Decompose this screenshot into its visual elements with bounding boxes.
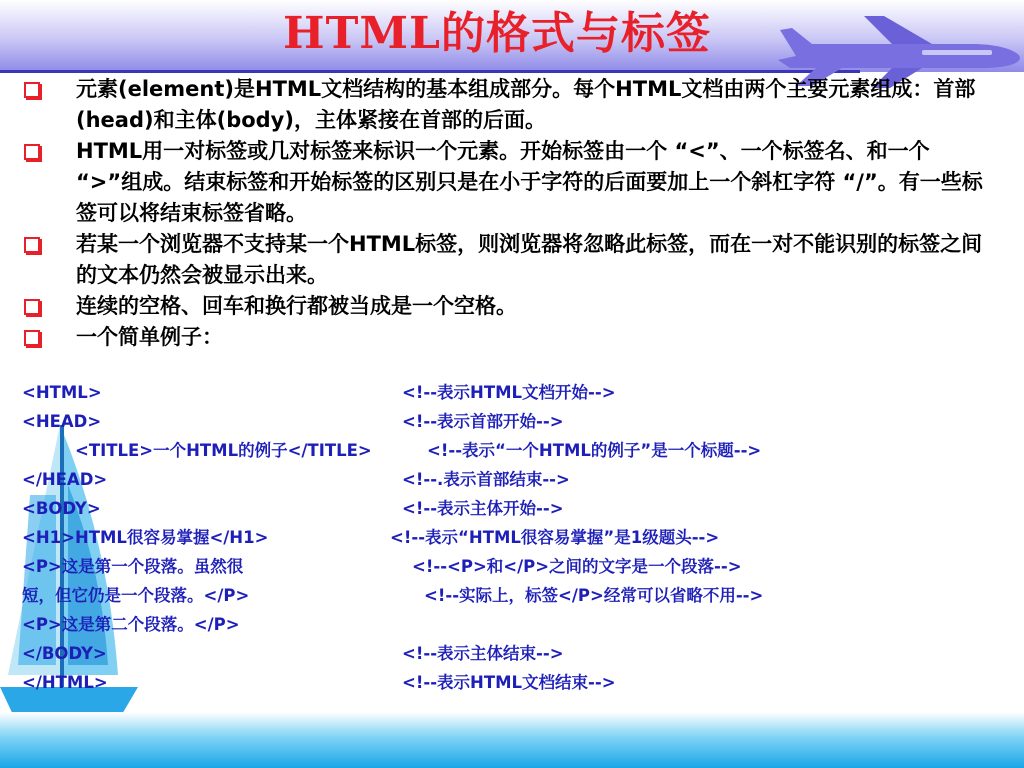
- code-line: [22, 494, 1002, 523]
- code-comment: <!--表示“HTML很容易掌握”是1级题头-->: [390, 528, 720, 547]
- slide-title: HTML的格式与标签: [283, 8, 711, 59]
- code-text: </HTML>: [22, 673, 108, 692]
- code-line: [22, 523, 1002, 552]
- checkbox-bullet-icon: [24, 144, 40, 160]
- code-text: <P>这是第一个段落。虽然很: [22, 557, 244, 576]
- code-comment: <!--表示主体开始-->: [402, 499, 564, 518]
- code-text: 短，但它仍是一个段落。</P>: [22, 586, 250, 605]
- code-text: <P>这是第二个段落。</P>: [22, 615, 240, 634]
- code-text: <H1>HTML很容易掌握</H1>: [22, 528, 269, 547]
- code-line: [22, 465, 1002, 494]
- code-comment: <!--表示HTML文档结束-->: [402, 673, 616, 692]
- code-line: [22, 407, 1002, 436]
- footer-band: [0, 712, 1024, 768]
- bullet-item: [22, 291, 992, 322]
- checkbox-bullet-icon: [24, 237, 40, 253]
- bullet-item: [22, 136, 992, 229]
- bullet-item: [22, 322, 992, 353]
- bullet-text: 连续的空格、回车和换行都被当成是一个空格。: [76, 294, 517, 318]
- code-text: <HTML>: [22, 383, 102, 402]
- title-underline: [0, 70, 860, 73]
- code-text: </HEAD>: [22, 470, 108, 489]
- code-comment: <!--.表示首部结束-->: [402, 470, 570, 489]
- code-text: <TITLE>一个HTML的例子</TITLE>: [75, 441, 372, 460]
- code-line: [22, 639, 1002, 668]
- bullet-text: HTML用一对标签或几对标签来标识一个元素。开始标签由一个 “<”、一个标签名、和一个 “>”组成。结束标签和开始标签的区别只是在小于字符的后面要加上一个斜杠字符 “/”。有一些标签可以将结束标签省略。: [76, 139, 983, 225]
- bullet-item: [22, 74, 992, 136]
- code-comment: <!--表示首部开始-->: [402, 412, 564, 431]
- code-comment: <!--表示主体结束-->: [402, 644, 564, 663]
- code-line: [22, 378, 1002, 407]
- code-line: [22, 436, 1002, 465]
- code-example: [22, 378, 1002, 697]
- code-text: <BODY>: [22, 499, 101, 518]
- code-comment: <!--<P>和</P>之间的文字是一个段落-->: [412, 557, 742, 576]
- bullet-list: [22, 74, 992, 353]
- code-line: [22, 610, 1002, 639]
- checkbox-bullet-icon: [24, 82, 40, 98]
- bullet-text: 若某一个浏览器不支持某一个HTML标签，则浏览器将忽略此标签，而在一对不能识别的标签之间的文本仍然会被显示出来。: [76, 232, 983, 287]
- code-line: [22, 552, 1002, 581]
- checkbox-bullet-icon: [24, 330, 40, 346]
- bullet-item: [22, 229, 992, 291]
- code-text: </BODY>: [22, 644, 107, 663]
- checkbox-bullet-icon: [24, 299, 40, 315]
- bullet-text: 元素(element)是HTML文档结构的基本组成部分。每个HTML文档由两个主要元素组成：首部(head)和主体(body)，主体紧接在首部的后面。: [76, 77, 976, 132]
- code-text: <HEAD>: [22, 412, 102, 431]
- code-line: [22, 668, 1002, 697]
- code-line: [22, 581, 1002, 610]
- code-comment: <!--实际上，标签</P>经常可以省略不用-->: [424, 586, 764, 605]
- bullet-text: 一个简单例子：: [76, 325, 223, 349]
- code-comment: <!--表示“一个HTML的例子”是一个标题-->: [427, 441, 762, 460]
- code-comment: <!--表示HTML文档开始-->: [402, 383, 616, 402]
